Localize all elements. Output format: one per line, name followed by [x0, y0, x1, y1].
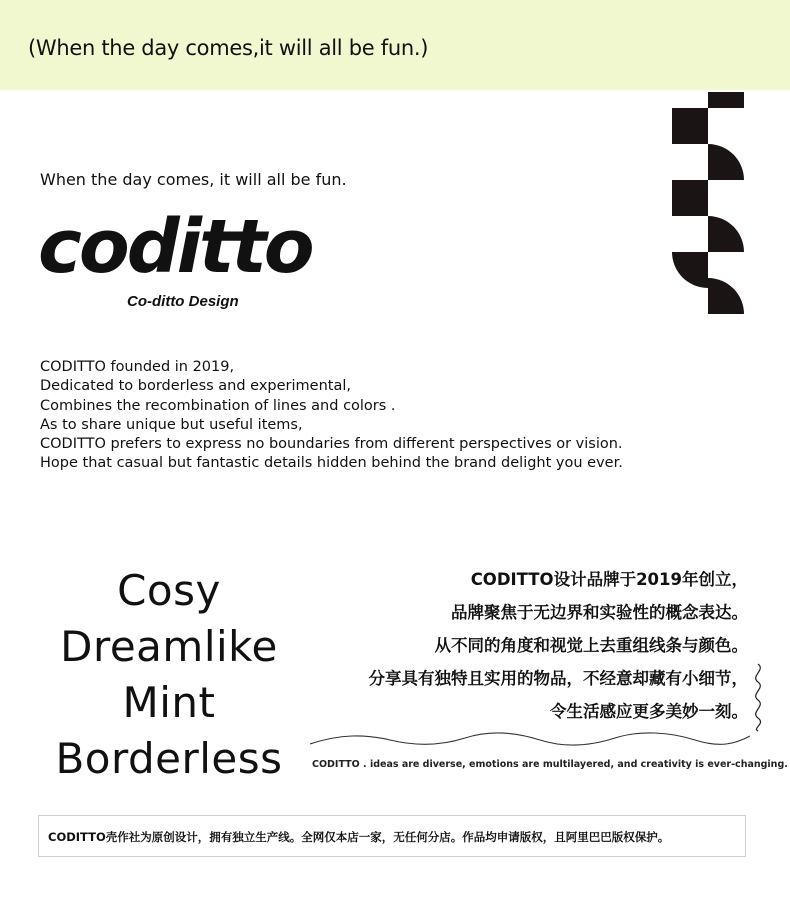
squiggle-line-icon — [748, 662, 768, 732]
intro-line: Hope that casual but fantastic details hidden behind the brand delight you ever. — [40, 455, 623, 472]
copyright-notice-box — [38, 815, 746, 857]
chinese-line: 令生活感应更多美妙一刻。 — [550, 702, 748, 721]
wave-line-icon — [310, 726, 750, 750]
chinese-line: 品牌聚焦于无边界和实验性的概念表达。 — [451, 603, 748, 622]
intro-line: Combines the recombination of lines and colors . — [40, 397, 396, 414]
checker-semicircle-pattern-icon — [672, 92, 744, 314]
keyword: Mint — [122, 678, 216, 727]
chinese-line: 分享具有独特且实用的物品，不经意却藏有小细节， — [368, 669, 748, 688]
keyword: Borderless — [55, 734, 283, 783]
brand-logo-subtitle: Co-ditto Design — [127, 293, 239, 310]
keyword: Dreamlike — [60, 622, 278, 671]
keyword: Cosy — [117, 566, 221, 615]
chinese-line: 从不同的角度和视觉上去重组线条与颜色。 — [434, 636, 748, 655]
chinese-line: CODITTO设计品牌于2019年创立， — [470, 570, 748, 589]
intro-line: Dedicated to borderless and experimental, — [40, 378, 351, 395]
intro-line: CODITTO founded in 2019, — [40, 359, 235, 375]
brand-slogan: CODITTO . ideas are diverse, emotions are multilayered, and creativity is ever-changing. — [312, 759, 788, 770]
intro-line: As to share unique but useful items, — [40, 416, 303, 433]
copyright-notice: CODITTO壳作社为原创设计，拥有独立生产线。全网仅本店一家，无任何分店。作品均申请版权，且阿里巴巴版权保护。 — [48, 830, 670, 844]
chinese-description — [308, 563, 748, 728]
intro-line: CODITTO prefers to express no boundaries from different perspectives or vision. — [40, 436, 623, 453]
banner-text: (When the day comes,it will all be fun.) — [28, 36, 429, 60]
keyword-list — [44, 563, 294, 787]
brand-logo: coditto — [38, 204, 312, 290]
top-banner — [0, 0, 790, 90]
intro-paragraph — [40, 358, 623, 474]
brand-tagline: When the day comes, it will all be fun. — [40, 170, 347, 189]
